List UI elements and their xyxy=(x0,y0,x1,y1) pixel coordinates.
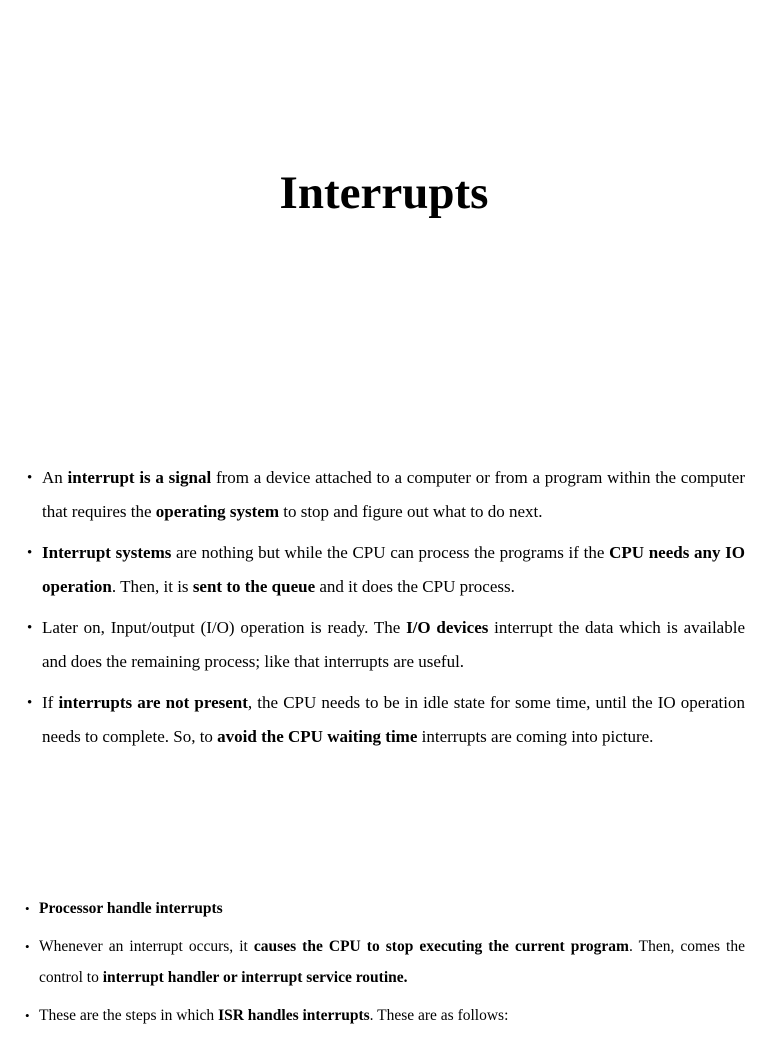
bold-span: avoid the CPU waiting time xyxy=(217,727,418,746)
text-span: Whenever an interrupt occurs, it xyxy=(39,938,254,955)
text-span: . Then, it is xyxy=(111,577,193,596)
text-span: , the CPU needs to be in idle state for some time, until the IO operation needs to complete. So, to xyxy=(42,693,745,746)
bold-span: Interrupt systems xyxy=(42,543,172,562)
bold-span: operating system xyxy=(155,502,279,521)
text-span: to stop and figure out what to do next. xyxy=(279,502,543,521)
text-span: An xyxy=(42,468,68,487)
page-title: Interrupts xyxy=(279,167,489,219)
bullet-list-processor xyxy=(25,893,745,1038)
bullet-list-interrupts xyxy=(27,461,745,761)
bullet-item xyxy=(27,461,745,529)
bold-span: causes the CPU to stop executing the current program xyxy=(253,938,629,955)
bold-span: sent to the queue xyxy=(192,577,316,596)
text-span: Later on, Input/output (I/O) operation is ready. The xyxy=(42,618,407,637)
bullet-item xyxy=(27,686,745,754)
bullet-item xyxy=(27,536,745,604)
text-span: If xyxy=(42,693,59,712)
bold-span: interrupt handler or interrupt service routine. xyxy=(102,969,408,986)
text-span: and it does the CPU process. xyxy=(315,577,515,596)
bullet-item xyxy=(27,611,745,679)
bold-span: ISR handles interrupts xyxy=(218,1007,370,1024)
text-span: interrupts are coming into picture. xyxy=(417,727,654,746)
text-span: from a device attached to a computer or from a program within the computer that requires the xyxy=(42,468,745,521)
bold-span: I/O devices xyxy=(406,618,489,637)
bullet-item xyxy=(25,1000,745,1031)
bold-span: interrupt is a signal xyxy=(67,468,212,487)
text-span: . Then, comes the control to xyxy=(39,938,745,986)
bullet-item xyxy=(25,893,745,924)
text-span: interrupt the data which is available and does the remaining process; like that interrupts are useful. xyxy=(42,618,745,671)
bold-span: interrupts are not present xyxy=(58,693,248,712)
text-span: These are the steps in which xyxy=(39,1007,219,1024)
bullet-item xyxy=(25,931,745,993)
bold-span: CPU needs any IO operation xyxy=(42,543,745,596)
bold-span: Processor handle interrupts xyxy=(39,900,223,917)
text-span: are nothing but while the CPU can process the programs if the xyxy=(171,543,610,562)
text-span: . These are as follows: xyxy=(369,1007,509,1024)
